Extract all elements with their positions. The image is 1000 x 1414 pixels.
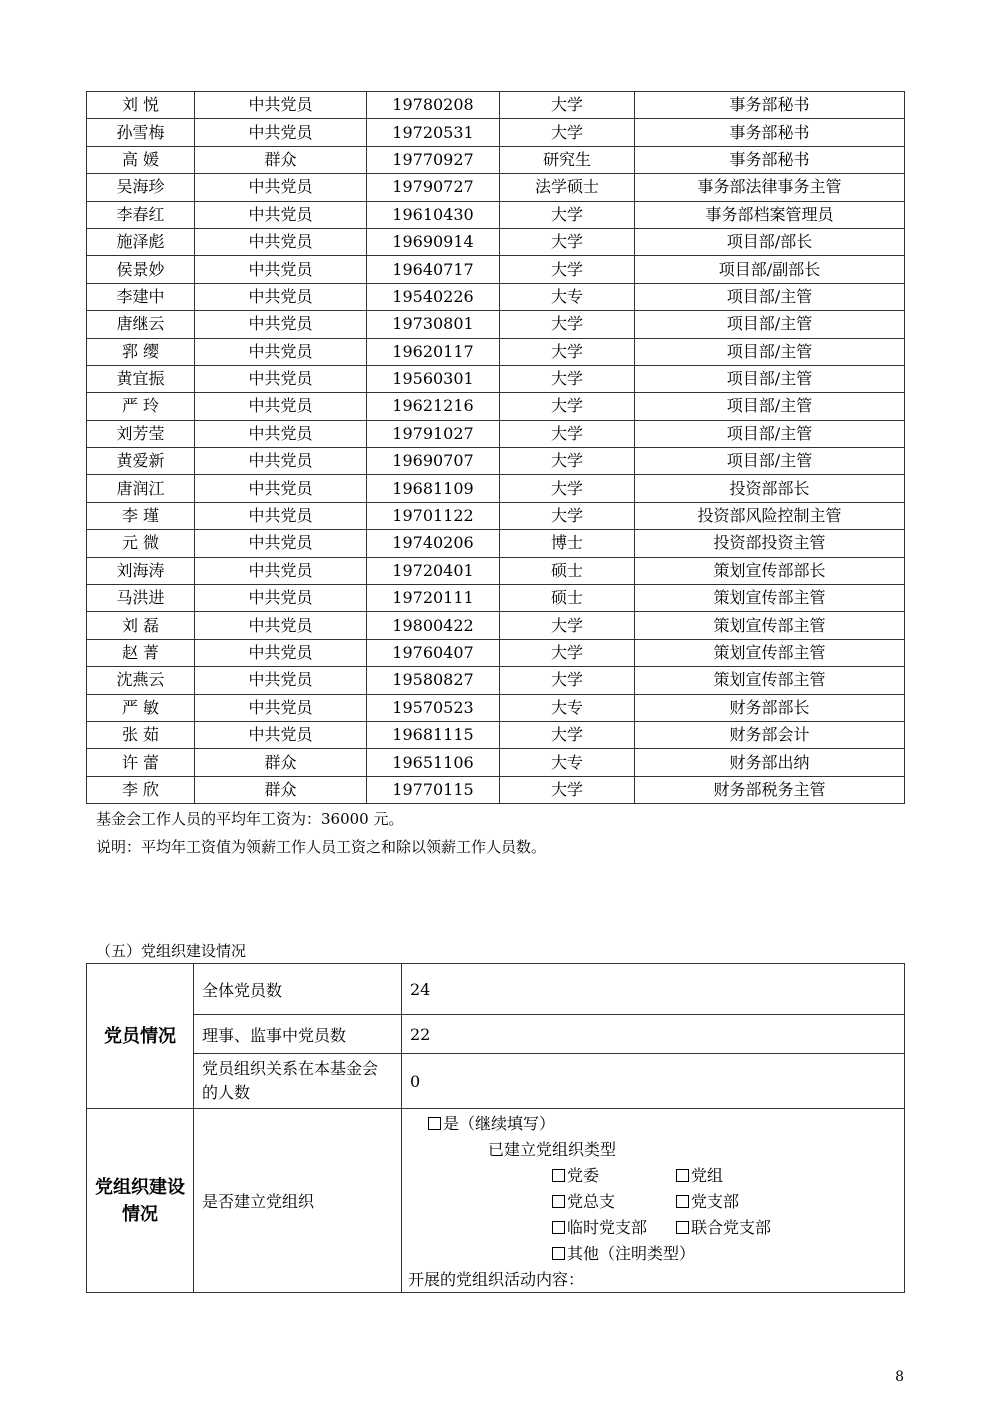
education-cell: 大学 [500,119,635,146]
position-cell: 事务部秘书 [635,146,905,173]
party-row-council [87,1015,905,1054]
political-status-cell: 中共党员 [195,585,367,612]
political-status-cell: 中共党员 [195,475,367,502]
name-cell: 严 玲 [87,393,195,420]
staff-table-body [87,92,905,804]
name-cell: 李 欣 [87,776,195,803]
org-type-option[interactable] [676,1215,771,1238]
political-status-cell: 中共党员 [195,311,367,338]
party-row-relation [87,1054,905,1109]
name-cell: 马洪进 [87,585,195,612]
party-relation-label: 党员组织关系在本基金会的人数 [194,1054,402,1109]
checkbox-icon [552,1221,565,1234]
org-type-title: 已建立党组织类型 [488,1140,617,1159]
birth-date-cell: 19720401 [367,557,500,584]
table-row [87,612,905,639]
education-cell: 大学 [500,338,635,365]
table-row [87,119,905,146]
name-cell: 刘 悦 [87,92,195,119]
political-status-cell: 中共党员 [195,502,367,529]
position-cell: 项目部/副部长 [635,256,905,283]
birth-date-cell: 19681109 [367,475,500,502]
birth-date-cell: 19651106 [367,749,500,776]
birth-date-cell: 19760407 [367,639,500,666]
table-row [87,174,905,201]
salary-explanation: 说明：平均年工资值为领薪工作人员工资之和除以领薪工作人员数。 [96,838,547,856]
education-cell: 大学 [500,420,635,447]
education-cell: 研究生 [500,146,635,173]
checkbox-icon [676,1169,689,1182]
table-row [87,283,905,310]
name-cell: 李春红 [87,201,195,228]
name-cell: 刘海涛 [87,557,195,584]
name-cell: 刘芳莹 [87,420,195,447]
political-status-cell: 中共党员 [195,201,367,228]
checkbox-icon [676,1221,689,1234]
birth-date-cell: 19560301 [367,365,500,392]
org-type-option[interactable] [552,1241,695,1264]
org-type-label: 党委 [567,1166,600,1185]
education-cell: 大学 [500,201,635,228]
party-table [86,963,905,1293]
birth-date-cell: 19580827 [367,667,500,694]
education-cell: 大学 [500,92,635,119]
political-status-cell: 中共党员 [195,448,367,475]
education-cell: 法学硕士 [500,174,635,201]
position-cell: 财务部会计 [635,721,905,748]
education-cell: 大学 [500,721,635,748]
position-cell: 事务部档案管理员 [635,201,905,228]
position-cell: 策划宣传部部长 [635,557,905,584]
party-org-head: 党组织建设情况 [87,1109,194,1293]
birth-date-cell: 19790727 [367,174,500,201]
political-status-cell: 中共党员 [195,393,367,420]
table-row [87,721,905,748]
table-row [87,639,905,666]
yes-option-label: 是（继续填写） [443,1114,556,1133]
table-row [87,201,905,228]
name-cell: 李 瑾 [87,502,195,529]
org-type-option[interactable] [552,1215,647,1238]
birth-date-cell: 19770115 [367,776,500,803]
position-cell: 投资部投资主管 [635,530,905,557]
org-type-label: 联合党支部 [691,1218,772,1237]
name-cell: 沈燕云 [87,667,195,694]
birth-date-cell: 19681115 [367,721,500,748]
political-status-cell: 中共党员 [195,612,367,639]
activity-label: 开展的党组织活动内容： [408,1270,585,1289]
education-cell: 大学 [500,311,635,338]
name-cell: 李建中 [87,283,195,310]
name-cell: 高 媛 [87,146,195,173]
political-status-cell: 群众 [195,146,367,173]
table-row [87,393,905,420]
birth-date-cell: 19800422 [367,612,500,639]
education-cell: 大学 [500,393,635,420]
birth-date-cell: 19621216 [367,393,500,420]
table-row [87,694,905,721]
political-status-cell: 中共党员 [195,283,367,310]
position-cell: 投资部部长 [635,475,905,502]
political-status-cell: 中共党员 [195,228,367,255]
birth-date-cell: 19640717 [367,256,500,283]
page-number: 8 [895,1369,904,1385]
table-row [87,475,905,502]
political-status-cell: 中共党员 [195,667,367,694]
birth-date-cell: 19690707 [367,448,500,475]
party-council-value: 22 [402,1015,905,1054]
name-cell: 郛 缨 [87,338,195,365]
org-type-option[interactable] [552,1189,615,1212]
name-cell: 唐润江 [87,475,195,502]
political-status-cell: 中共党员 [195,530,367,557]
salary-note: 基金会工作人员的平均年工资为：36000 元。 [96,810,404,828]
political-status-cell: 中共党员 [195,557,367,584]
position-cell: 财务部税务主管 [635,776,905,803]
position-cell: 项目部/部长 [635,228,905,255]
political-status-cell: 中共党员 [195,92,367,119]
staff-table [86,91,905,804]
position-cell: 项目部/主管 [635,338,905,365]
birth-date-cell: 19690914 [367,228,500,255]
political-status-cell: 中共党员 [195,256,367,283]
political-status-cell: 中共党员 [195,338,367,365]
checkbox-icon [428,1117,441,1130]
position-cell: 项目部/主管 [635,393,905,420]
position-cell: 策划宣传部主管 [635,667,905,694]
position-cell: 策划宣传部主管 [635,639,905,666]
org-type-label: 党组 [691,1166,724,1185]
table-row [87,311,905,338]
birth-date-cell: 19620117 [367,338,500,365]
position-cell: 项目部/主管 [635,420,905,447]
org-type-option[interactable] [676,1189,739,1212]
table-row [87,146,905,173]
education-cell: 大学 [500,776,635,803]
party-org-options [402,1109,905,1293]
birth-date-cell: 19730801 [367,311,500,338]
table-row [87,502,905,529]
org-type-label: 党总支 [567,1192,616,1211]
political-status-cell: 中共党员 [195,420,367,447]
name-cell: 赵 菁 [87,639,195,666]
org-type-label: 临时党支部 [567,1218,648,1237]
position-cell: 财务部部长 [635,694,905,721]
education-cell: 大学 [500,667,635,694]
name-cell: 张 茹 [87,721,195,748]
checkbox-icon [552,1169,565,1182]
org-type-option[interactable] [676,1163,723,1186]
name-cell: 黄爱新 [87,448,195,475]
org-type-label: 党支部 [691,1192,740,1211]
position-cell: 事务部秘书 [635,92,905,119]
name-cell: 黄宜振 [87,365,195,392]
political-status-cell: 群众 [195,749,367,776]
table-row [87,448,905,475]
checkbox-icon [552,1247,565,1260]
position-cell: 财务部出纳 [635,749,905,776]
checkbox-icon [552,1195,565,1208]
name-cell: 严 敏 [87,694,195,721]
political-status-cell: 中共党员 [195,119,367,146]
position-cell: 项目部/主管 [635,365,905,392]
name-cell: 许 蕾 [87,749,195,776]
education-cell: 大学 [500,639,635,666]
birth-date-cell: 19540226 [367,283,500,310]
education-cell: 大学 [500,228,635,255]
position-cell: 事务部秘书 [635,119,905,146]
education-cell: 大学 [500,448,635,475]
table-row [87,530,905,557]
table-row [87,420,905,447]
org-type-option[interactable] [552,1163,599,1186]
name-cell: 元 微 [87,530,195,557]
table-row [87,749,905,776]
party-total-value: 24 [402,964,905,1015]
birth-date-cell: 19720111 [367,585,500,612]
birth-date-cell: 19720531 [367,119,500,146]
name-cell: 孙雪梅 [87,119,195,146]
party-total-label: 全体党员数 [194,964,402,1015]
name-cell: 刘 磊 [87,612,195,639]
party-row-total [87,964,905,1015]
table-row [87,228,905,255]
party-members-head: 党员情况 [87,964,194,1109]
birth-date-cell: 19791027 [367,420,500,447]
name-cell: 唐继云 [87,311,195,338]
name-cell: 吴海珍 [87,174,195,201]
education-cell: 大学 [500,612,635,639]
education-cell: 大专 [500,694,635,721]
political-status-cell: 中共党员 [195,694,367,721]
position-cell: 项目部/主管 [635,448,905,475]
org-type-label: 其他（注明类型） [567,1244,696,1263]
birth-date-cell: 19780208 [367,92,500,119]
position-cell: 项目部/主管 [635,311,905,338]
party-relation-value: 0 [402,1054,905,1109]
birth-date-cell: 19740206 [367,530,500,557]
education-cell: 大学 [500,256,635,283]
political-status-cell: 群众 [195,776,367,803]
table-row [87,557,905,584]
checkbox-icon [676,1195,689,1208]
political-status-cell: 中共党员 [195,365,367,392]
position-cell: 策划宣传部主管 [635,585,905,612]
name-cell: 侯景妙 [87,256,195,283]
table-row [87,338,905,365]
education-cell: 博士 [500,530,635,557]
position-cell: 策划宣传部主管 [635,612,905,639]
political-status-cell: 中共党员 [195,174,367,201]
table-row [87,667,905,694]
party-org-question: 是否建立党组织 [194,1109,402,1293]
education-cell: 大学 [500,475,635,502]
birth-date-cell: 19610430 [367,201,500,228]
education-cell: 硕士 [500,557,635,584]
political-status-cell: 中共党员 [195,639,367,666]
position-cell: 项目部/主管 [635,283,905,310]
birth-date-cell: 19770927 [367,146,500,173]
education-cell: 大专 [500,749,635,776]
education-cell: 大学 [500,365,635,392]
table-row [87,365,905,392]
yes-option[interactable] [428,1111,555,1134]
name-cell: 施泽彪 [87,228,195,255]
party-council-label: 理事、监事中党员数 [194,1015,402,1054]
position-cell: 投资部风险控制主管 [635,502,905,529]
table-row [87,776,905,803]
section-title: （五）党组织建设情况 [96,942,247,960]
political-status-cell: 中共党员 [195,721,367,748]
table-row [87,92,905,119]
education-cell: 大专 [500,283,635,310]
birth-date-cell: 19570523 [367,694,500,721]
education-cell: 大学 [500,502,635,529]
birth-date-cell: 19701122 [367,502,500,529]
table-row [87,585,905,612]
party-row-org [87,1109,905,1293]
table-row [87,256,905,283]
education-cell: 硕士 [500,585,635,612]
position-cell: 事务部法律事务主管 [635,174,905,201]
